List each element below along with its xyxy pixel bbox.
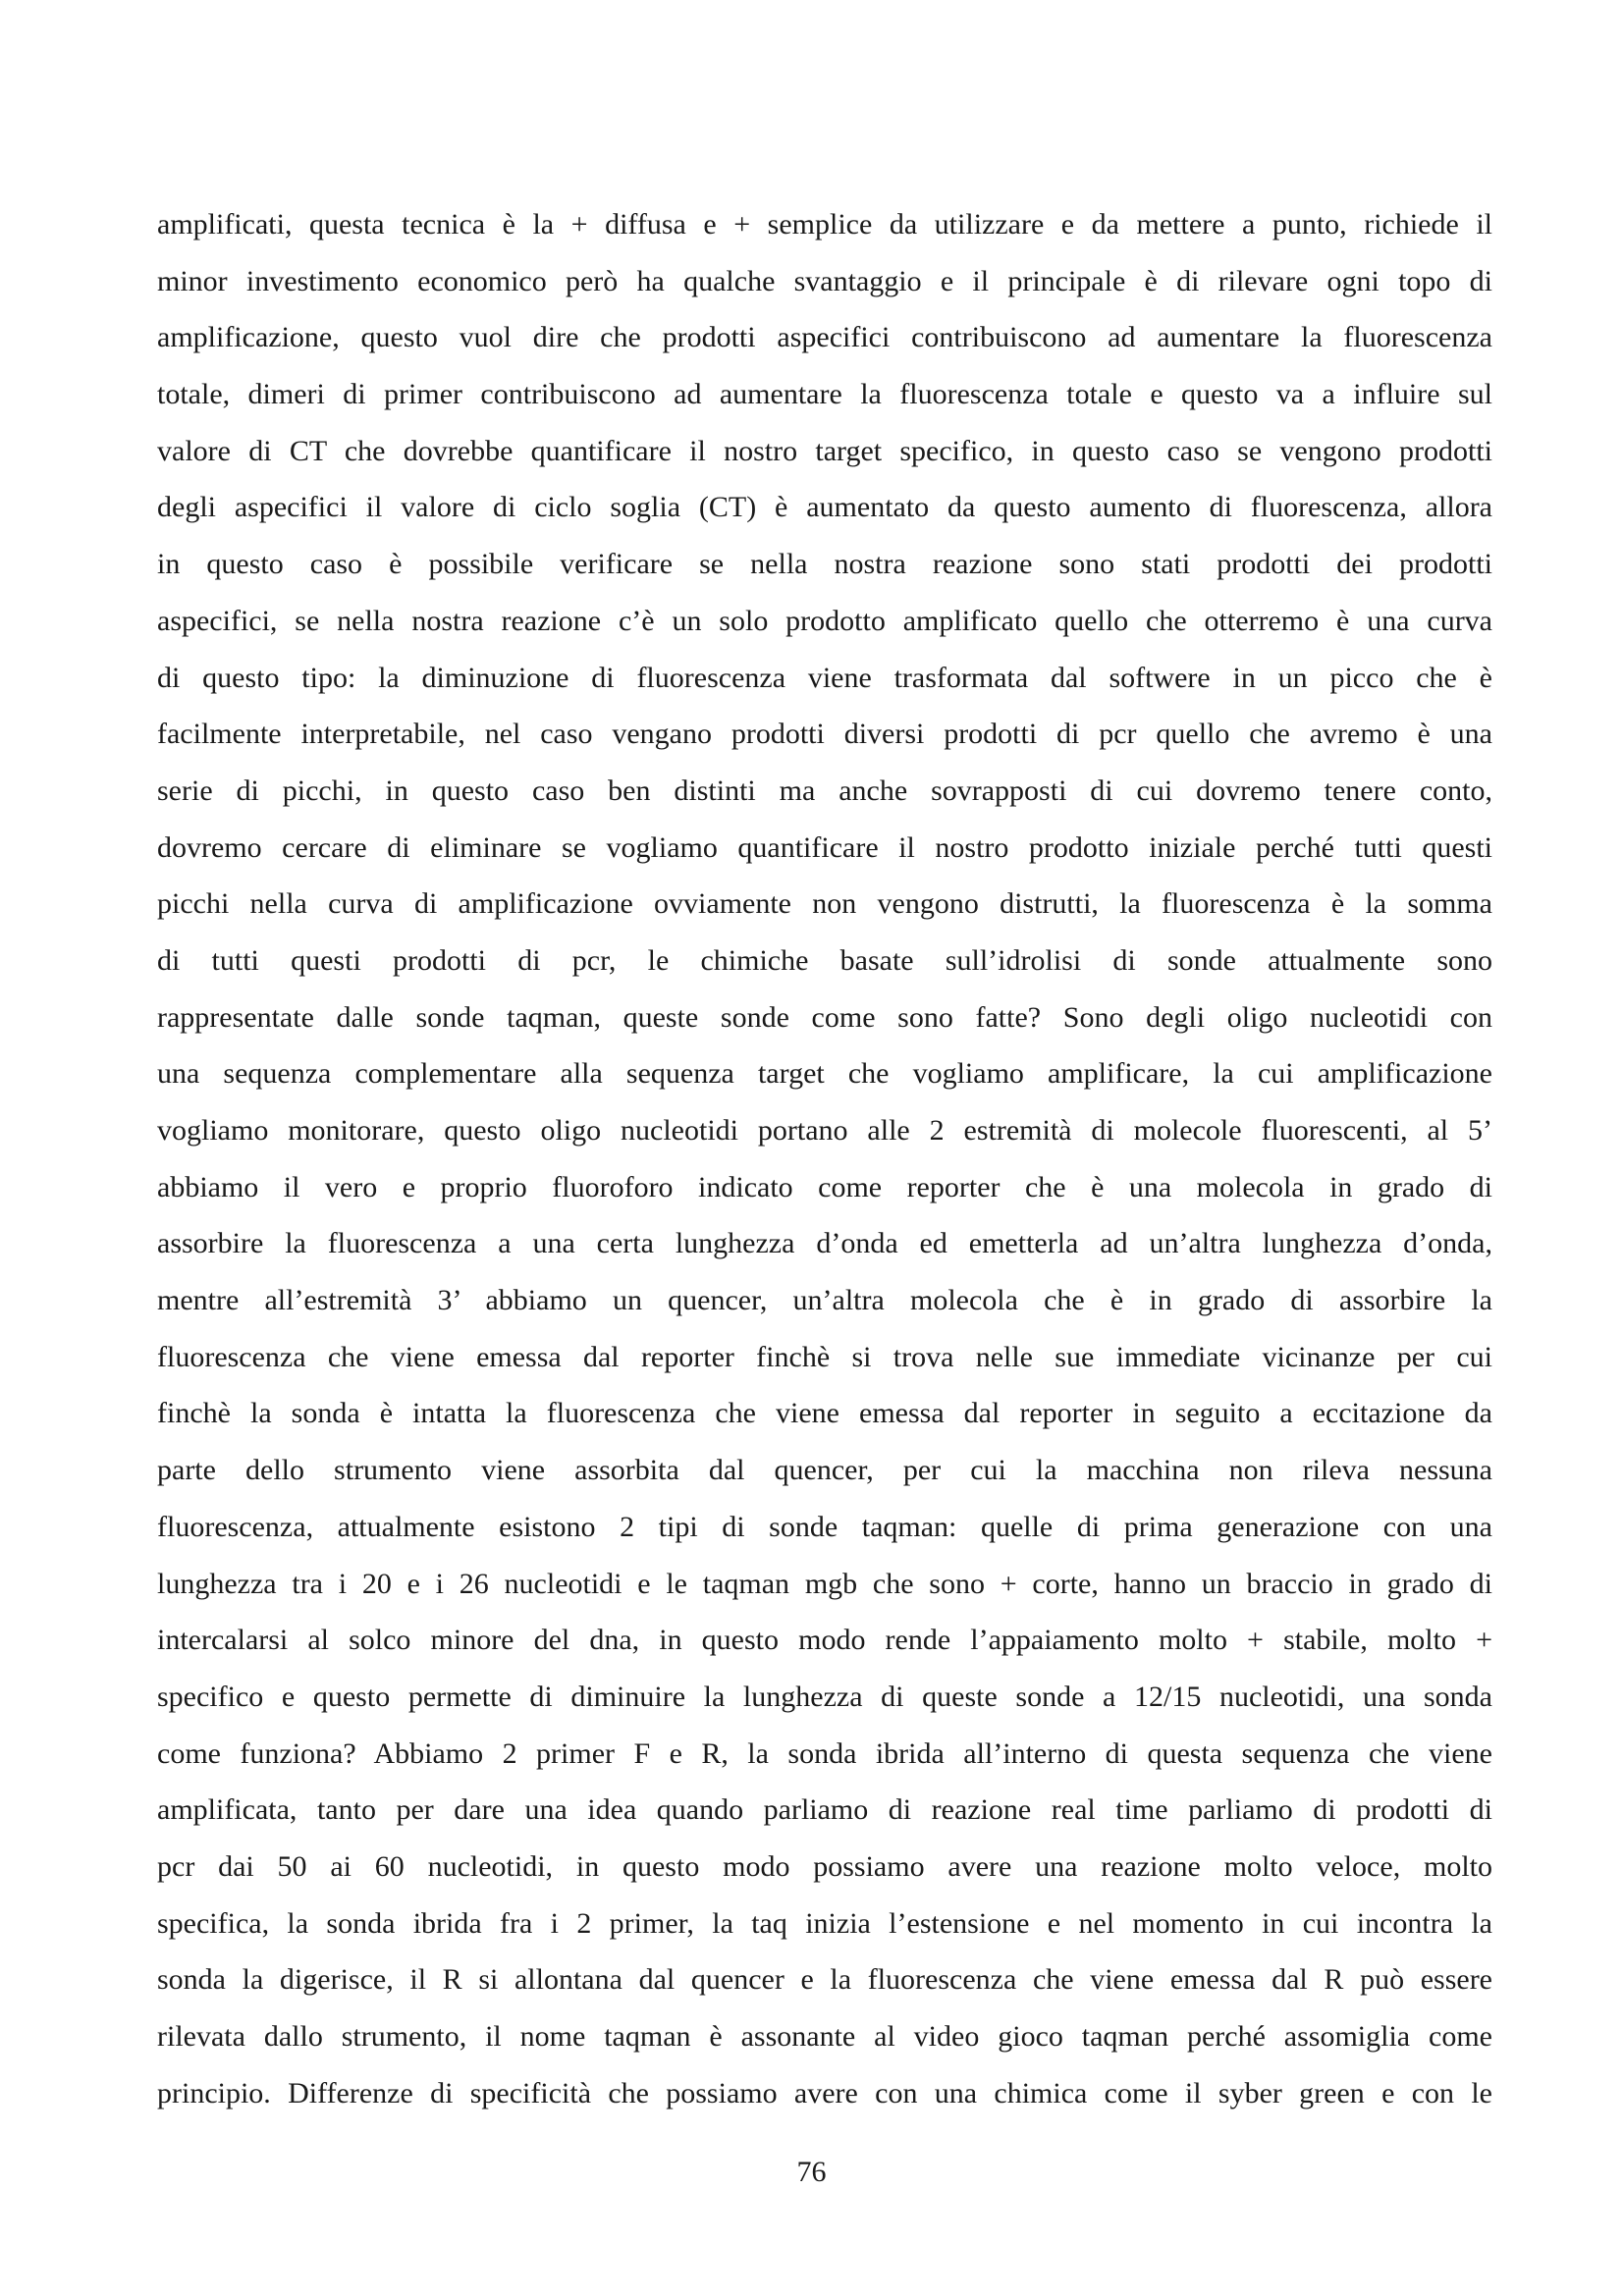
text-line: minor investimento economico però ha qualche svantaggio e il principale è di rilevare ogni topo di (157, 264, 1492, 297)
text-line: fluorescenza, attualmente esistono 2 tipi di sonde taqman: quelle di prima generazione con una (157, 1510, 1492, 1543)
text-line: finchè la sonda è intatta la fluorescenza che viene emessa dal reporter in seguito a eccitazione da (157, 1397, 1492, 1430)
text-line: picchi nella curva di amplificazione ovviamente non vengono distrutti, la fluorescenza è la somma (157, 887, 1492, 921)
text-line: rappresentate dalle sonde taqman, queste sonde come sono fatte? Sono degli oligo nucleotidi con (157, 1000, 1492, 1034)
body-text (157, 196, 1492, 2121)
text-line: vogliamo monitorare, questo oligo nucleotidi portano alle 2 estremità di molecole fluorescenti, al 5’ (157, 1114, 1492, 1147)
text-line: mentre all’estremità 3’ abbiamo un quencer, un’altra molecola che è in grado di assorbire la (157, 1284, 1492, 1317)
text-line: specifica, la sonda ibrida fra i 2 primer, la taq inizia l’estensione e nel momento in cui incontra la (157, 1906, 1492, 1940)
text-line: serie di picchi, in questo caso ben distinti ma anche sovrapposti di cui dovremo tenere conto, (157, 774, 1492, 807)
text-line: di questo tipo: la diminuzione di fluorescenza viene trasformata dal softwere in un picco che è (157, 661, 1492, 694)
text-line: facilmente interpretabile, nel caso vengano prodotti diversi prodotti di pcr quello che avremo è una (157, 718, 1492, 751)
text-line: abbiamo il vero e proprio fluoroforo indicato come reporter che è una molecola in grado di (157, 1170, 1492, 1203)
text-line: amplificata, tanto per dare una idea quando parliamo di reazione real time parliamo di prodotti di (157, 1793, 1492, 1827)
text-line: dovremo cercare di eliminare se vogliamo quantificare il nostro prodotto iniziale perché tutti questi (157, 830, 1492, 864)
text-line: amplificati, questa tecnica è la + diffusa e + semplice da utilizzare e da mettere a punto, richiede il (157, 208, 1492, 240)
text-line: in questo caso è possibile verificare se nella nostra reazione sono stati prodotti dei prodotti (157, 548, 1492, 581)
text-line: fluorescenza che viene emessa dal reporter finchè si trova nelle sue immediate vicinanze per cui (157, 1340, 1492, 1373)
text-line: amplificazione, questo vuol dire che prodotti aspecifici contribuiscono ad aumentare la fluorescenza (157, 321, 1492, 354)
text-line: lunghezza tra i 20 e i 26 nucleotidi e le taqman mgb che sono + corte, hanno un braccio in grado di (157, 1567, 1492, 1600)
text-line: principio. Differenze di specificità che possiamo avere con una chimica come il syber green e con le (157, 2076, 1492, 2109)
text-line: totale, dimeri di primer contribuiscono ad aumentare la fluorescenza totale e questo va a influire sul (157, 378, 1492, 411)
text-line: degli aspecifici il valore di ciclo soglia (CT) è aumentato da questo aumento di fluorescenza, allora (157, 491, 1492, 524)
text-line: rilevata dallo strumento, il nome taqman è assonante al video gioco taqman perché assomiglia come (157, 2020, 1492, 2053)
text-line: di tutti questi prodotti di pcr, le chimiche basate sull’idrolisi di sonde attualmente sono (157, 943, 1492, 977)
text-line: intercalarsi al solco minore del dna, in questo modo rende l’appaiamento molto + stabile, molto + (157, 1624, 1492, 1657)
text-line: come funziona? Abbiamo 2 primer F e R, la sonda ibrida all’interno di questa sequenza che viene (157, 1736, 1492, 1770)
text-line: una sequenza complementare alla sequenza target che vogliamo amplificare, la cui amplificazione (157, 1057, 1492, 1091)
text-line: valore di CT che dovrebbe quantificare il nostro target specifico, in questo caso se vengono prodotti (157, 434, 1492, 467)
text-line: sonda la digerisce, il R si allontana dal quencer e la fluorescenza che viene emessa dal R può essere (157, 1963, 1492, 1997)
text-line: specifico e questo permette di diminuire la lunghezza di queste sonde a 12/15 nucleotidi, una sonda (157, 1680, 1492, 1713)
page-number: 76 (796, 2156, 827, 2188)
text-line: assorbire la fluorescenza a una certa lunghezza d’onda ed emetterla ad un’altra lunghezza d’onda, (157, 1227, 1492, 1260)
text-line: parte dello strumento viene assorbita dal quencer, per cui la macchina non rileva nessuna (157, 1454, 1492, 1487)
text-line: aspecifici, se nella nostra reazione c’è un solo prodotto amplificato quello che otterremo è una curva (157, 604, 1492, 637)
text-line: pcr dai 50 ai 60 nucleotidi, in questo modo possiamo avere una reazione molto veloce, molto (157, 1849, 1492, 1883)
